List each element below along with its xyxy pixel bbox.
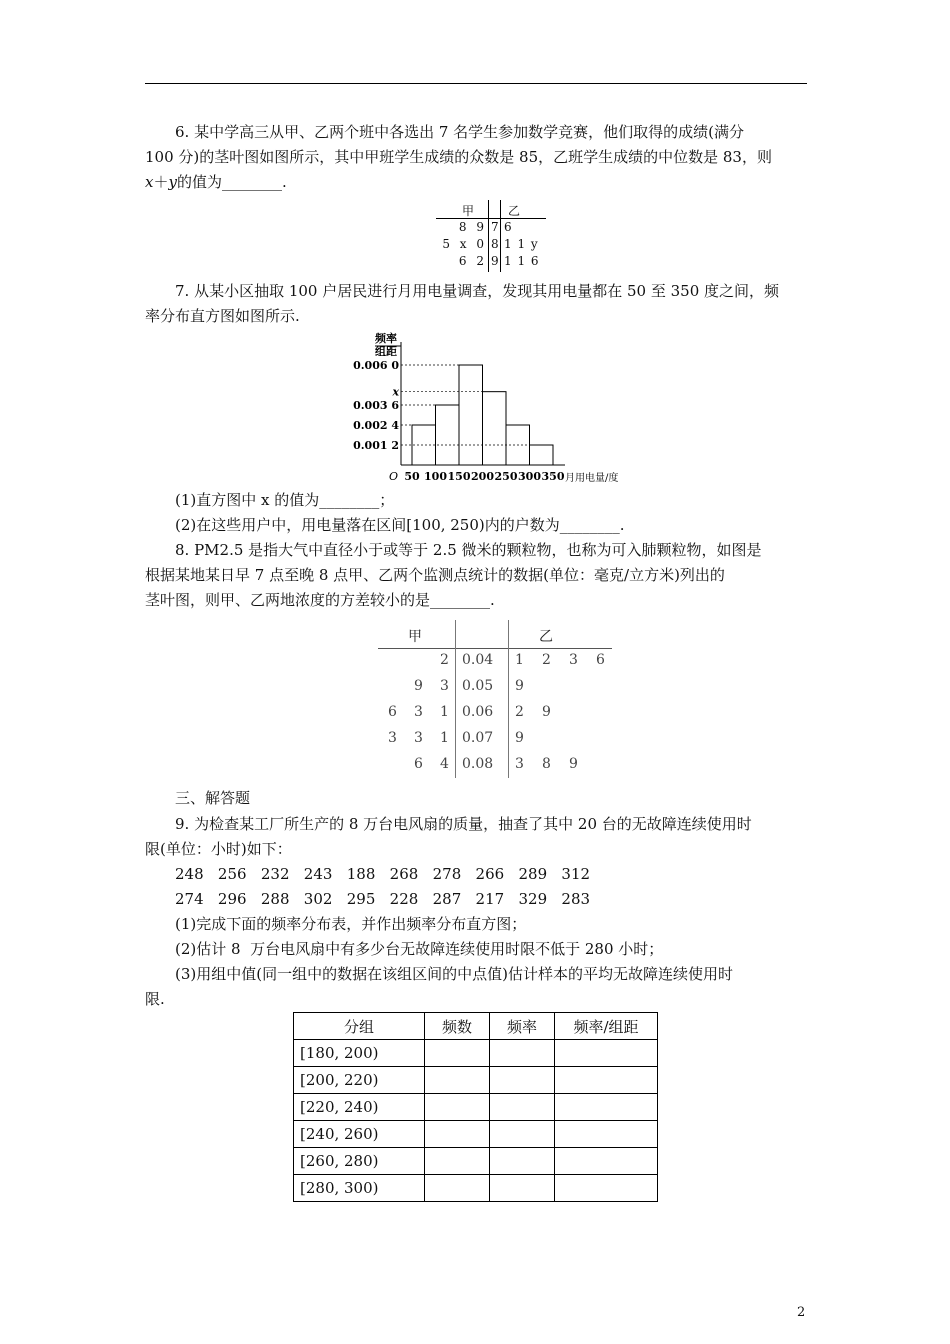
empty-cell[interactable]	[555, 1175, 658, 1202]
var-x: x	[145, 173, 154, 191]
stem-leaf-2-left-leaf: 1	[440, 704, 449, 720]
origin-label: O	[389, 470, 399, 483]
x-tick-label: 100	[424, 470, 447, 483]
histogram-bar	[530, 445, 554, 465]
q7-line2: 率分布直方图如图所示.	[145, 307, 300, 325]
empty-cell[interactable]	[490, 1094, 555, 1121]
stem-leaf-2-left-leaf: 6	[414, 756, 423, 772]
q7-line1: 7. 从某小区抽取 100 户居民进行月用电量调查，发现其用电量都在 50 至 350 度之间，频	[175, 282, 780, 300]
stem-leaf-plot-2	[378, 620, 612, 778]
stem-leaf-1-left-r1: 8 9	[458, 220, 484, 234]
group-cell: [280, 300)	[294, 1175, 425, 1202]
empty-cell[interactable]	[555, 1094, 658, 1121]
table-header: 频率/组距	[555, 1013, 658, 1040]
empty-cell[interactable]	[490, 1175, 555, 1202]
stem-leaf-2-stem: 0.06	[462, 704, 494, 720]
stem-leaf-1-right-r3: 1 1 6	[504, 254, 539, 268]
table-row	[294, 1175, 658, 1202]
q8-line1: 8. PM2.5 是指大气中直径小于或等于 2.5 微米的颗粒物，也称为可入肺颗粒物，如图是	[175, 541, 762, 559]
stem-leaf-1-left-r2: 5 x 0	[442, 237, 484, 251]
stem-leaf-1-header-left: 甲	[462, 204, 475, 218]
q9-data-row2: 274 296 288 302 295 228 287 217 329 283	[175, 890, 591, 908]
stem-leaf-2-left-leaf: 3	[414, 730, 423, 746]
table-header-row	[294, 1013, 658, 1040]
stem-leaf-2-header-left: 甲	[408, 629, 422, 645]
stem-leaf-1-right-r1: 6	[504, 220, 512, 234]
q6-answer-blank: 的值为________.	[176, 173, 287, 191]
table-row	[294, 1148, 658, 1175]
histogram-bar	[459, 365, 483, 465]
q9-sub1: (1)完成下面的频率分布表，并作出频率分布直方图；	[175, 915, 527, 933]
empty-cell[interactable]	[425, 1121, 490, 1148]
y-tick-label: 0.001 2	[353, 439, 399, 452]
stem-leaf-2-right-leaf: 2	[542, 652, 551, 668]
y-tick-label: x	[392, 385, 399, 399]
stem-leaf-2-left-leaf: 3	[414, 704, 423, 720]
empty-cell[interactable]	[490, 1067, 555, 1094]
group-cell: [220, 240)	[294, 1094, 425, 1121]
stem-leaf-1-stem-r1: 7	[491, 220, 499, 234]
x-tick-label: 200	[471, 470, 494, 483]
empty-cell[interactable]	[490, 1121, 555, 1148]
stem-leaf-1-stem-r2: 8	[491, 237, 499, 251]
empty-cell[interactable]	[490, 1148, 555, 1175]
q6-line2: 100 分)的茎叶图如图所示，其中甲班学生成绩的众数是 85，乙班学生成绩的中位数是 83，则	[145, 148, 772, 166]
stem-leaf-2-right-leaf: 9	[515, 678, 524, 694]
x-tick-label: 150	[447, 470, 471, 483]
plus-sign: ＋	[153, 173, 169, 191]
y-axis-label-top: 频率	[375, 332, 397, 345]
stem-leaf-2-stem: 0.05	[462, 678, 494, 694]
q7-sub1: (1)直方图中 x 的值为________；	[175, 491, 395, 509]
stem-leaf-2-right-leaf: 9	[515, 730, 524, 746]
y-tick-label: 0.006 0	[353, 359, 399, 372]
stem-leaf-2-right-leaf: 2	[515, 704, 524, 720]
empty-cell[interactable]	[425, 1175, 490, 1202]
q9-data-row1: 248 256 232 243 188 268 278 266 289 312	[175, 865, 591, 883]
y-axis-label-bottom: 组距	[375, 345, 397, 358]
var-y: y	[168, 173, 177, 191]
stem-leaf-2-right-leaf: 9	[569, 756, 578, 772]
table-row	[294, 1067, 658, 1094]
q9-line1: 9. 为检查某工厂所生产的 8 万台电风扇的质量，抽查了其中 20 台的无故障连续使用时	[175, 815, 752, 833]
stem-leaf-2-left-leaf: 3	[388, 730, 397, 746]
empty-cell[interactable]	[555, 1121, 658, 1148]
stem-leaf-2-right-leaf: 3	[569, 652, 578, 668]
empty-cell[interactable]	[490, 1040, 555, 1067]
q8-line2: 根据某地某日早 7 点至晚 8 点甲、乙两个监测点统计的数据(单位：毫克/立方米)列出的	[145, 566, 725, 584]
stem-leaf-1-left-r3: 6 2	[458, 254, 484, 268]
empty-cell[interactable]	[425, 1040, 490, 1067]
table-header: 分组	[294, 1013, 425, 1040]
stem-leaf-2-stem: 0.07	[462, 730, 494, 746]
q6-line1: 6. 某中学高三从甲、乙两个班中各选出 7 名学生参加数学竞赛，他们取得的成绩(满分	[175, 123, 745, 141]
empty-cell[interactable]	[425, 1067, 490, 1094]
stem-leaf-1-stem-r3: 9	[491, 254, 499, 268]
q7-sub2: (2)在这些用户中，用电量落在区间[100, 250)内的户数为________.	[175, 516, 625, 534]
frequency-table	[293, 1012, 658, 1202]
table-header: 频率	[490, 1013, 555, 1040]
stem-leaf-2-right-leaf: 9	[542, 704, 551, 720]
q9-sub3-cont: 限.	[145, 990, 165, 1008]
empty-cell[interactable]	[555, 1148, 658, 1175]
stem-leaf-2-left-leaf: 9	[414, 678, 423, 694]
stem-leaf-2-right-leaf: 6	[596, 652, 605, 668]
empty-cell[interactable]	[425, 1148, 490, 1175]
stem-leaf-2-left-leaf: 3	[440, 678, 449, 694]
section-3-title: 三、解答题	[175, 789, 251, 807]
stem-leaf-1-header-right: 乙	[508, 204, 521, 218]
table-row	[294, 1094, 658, 1121]
group-cell: [260, 280)	[294, 1148, 425, 1175]
y-tick-label: 0.002 4	[353, 419, 399, 432]
q9-sub3: (3)用组中值(同一组中的数据在该组区间的中点值)估计样本的平均无故障连续使用时	[175, 965, 733, 983]
stem-leaf-1-right-r2: 1 1 y	[504, 237, 538, 251]
table-row	[294, 1040, 658, 1067]
stem-leaf-2-right-leaf: 1	[515, 652, 524, 668]
q8-line3: 茎叶图，则甲、乙两地浓度的方差较小的是________.	[145, 591, 495, 609]
empty-cell[interactable]	[555, 1067, 658, 1094]
table-row	[294, 1121, 658, 1148]
histogram-bar	[412, 425, 436, 465]
x-tick-label: 350	[541, 470, 565, 483]
stem-leaf-2-right-leaf: 8	[542, 756, 551, 772]
group-cell: [200, 220)	[294, 1067, 425, 1094]
histogram	[345, 330, 635, 490]
stem-leaf-2-right-leaf: 3	[515, 756, 524, 772]
page-number: 2	[797, 1305, 806, 1320]
empty-cell[interactable]	[555, 1040, 658, 1067]
empty-cell[interactable]	[425, 1094, 490, 1121]
stem-leaf-2-left-leaf: 1	[440, 730, 449, 746]
histogram-bar	[483, 392, 507, 465]
group-cell: [180, 200)	[294, 1040, 425, 1067]
table-header: 频数	[425, 1013, 490, 1040]
stem-leaf-2-left-leaf: 2	[440, 652, 449, 668]
stem-leaf-2-stem: 0.04	[462, 652, 494, 668]
q9-line2: 限(单位：小时)如下：	[145, 840, 292, 858]
stem-leaf-plot-1	[436, 200, 548, 272]
x-tick-label: 50	[404, 470, 420, 483]
x-tick-label: 250	[494, 470, 518, 483]
q9-sub2: (2)估计 8 万台电风扇中有多少台无故障连续使用时限不低于 280 小时；	[175, 940, 664, 958]
histogram-bar	[436, 405, 460, 465]
y-tick-label: 0.003 6	[353, 399, 399, 412]
group-cell: [240, 260)	[294, 1121, 425, 1148]
x-tick-label: 300	[518, 470, 541, 483]
q6-line3	[145, 170, 807, 195]
stem-leaf-2-header-right: 乙	[539, 629, 553, 645]
header-rule	[145, 83, 807, 84]
x-axis-label: 月用电量/度	[565, 473, 619, 484]
stem-leaf-2-stem: 0.08	[462, 756, 494, 772]
stem-leaf-2-left-leaf: 4	[440, 756, 449, 772]
stem-leaf-2-left-leaf: 6	[388, 704, 397, 720]
